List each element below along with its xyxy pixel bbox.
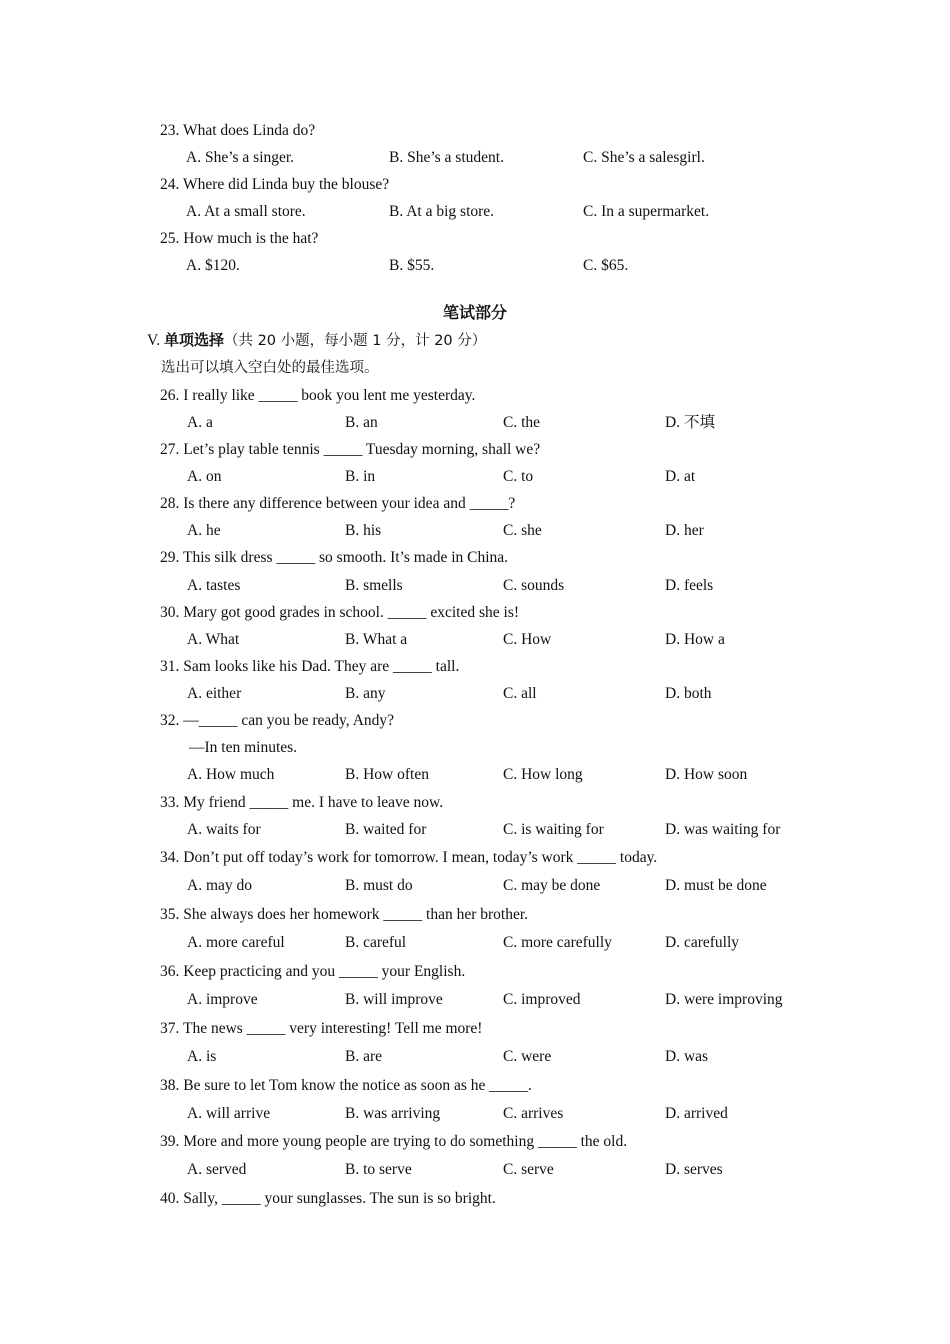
option-25b: B. $55. [389,257,435,274]
question-38: 38. Be sure to let Tom know the notice as soon as he _____. [160,1077,532,1094]
option-28a: A. he [187,522,221,539]
option-39b: B. to serve [345,1161,412,1178]
question-32: 32. —_____ can you be ready, Andy? [160,712,395,729]
question-28: 28. Is there any difference between your idea and _____? [160,495,516,512]
option-28d: D. her [665,522,704,539]
section-title: 笔试部分 [442,303,507,322]
option-36b: B. will improve [345,991,443,1008]
option-33d: D. was waiting for [665,821,781,838]
option-37c: C. were [503,1048,552,1065]
question-36: 36. Keep practicing and you _____ your English. [160,963,466,980]
option-26d: D. 不填 [665,414,715,431]
option-37b: B. are [345,1048,383,1065]
question-33: 33. My friend _____ me. I have to leave now. [160,794,444,811]
option-37a: A. is [187,1048,217,1065]
question-40: 40. Sally, _____ your sunglasses. The sun is so bright. [160,1190,496,1207]
option-33c: C. is waiting for [503,821,604,838]
option-23c: C. She’s a salesgirl. [583,149,705,166]
option-29c: C. sounds [503,577,565,594]
section-note: （共 20 小题，每小题 1 分，计 20 分） [223,333,487,349]
option-34a: A. may do [187,877,253,894]
option-27d: D. at [665,468,696,485]
option-30a: A. What [187,631,240,648]
question-39: 39. More and more young people are trying to do something _____ the old. [160,1133,628,1150]
option-32b: B. How often [345,766,429,783]
option-24a: A. At a small store. [186,203,306,220]
option-32d: D. How soon [665,766,748,783]
section-heading: V. 单项选择（共 20 小题，每小题 1 分，计 20 分） [147,331,487,349]
option-35b: B. careful [345,934,407,951]
option-26a: A. a [187,414,213,431]
option-31a: A. either [187,685,242,702]
option-31b: B. any [345,685,386,702]
option-37d: D. was [665,1048,709,1065]
option-39a: A. served [187,1161,247,1178]
option-35c: C. more carefully [503,934,612,951]
option-36c: C. improved [503,991,581,1008]
section-instruction: 选出可以填入空白处的最佳选项。 [161,360,379,376]
option-28b: B. his [345,522,382,539]
option-26b: B. an [345,414,378,431]
option-35d: D. carefully [665,934,740,951]
option-34b: B. must do [345,877,413,894]
option-38c: C. arrives [503,1105,564,1122]
option-33a: A. waits for [187,821,261,838]
question-26: 26. I really like _____ book you lent me yesterday. [160,387,476,404]
question-31: 31. Sam looks like his Dad. They are _____ tall. [160,658,460,675]
option-28c: C. she [503,522,542,539]
option-25c: C. $65. [583,257,629,274]
option-34d: D. must be done [665,877,767,894]
option-29a: A. tastes [187,577,241,594]
option-29d: D. feels [665,577,714,594]
option-24b: B. At a big store. [389,203,495,220]
option-23a: A. She’s a singer. [186,149,295,166]
option-38d: D. arrived [665,1105,728,1122]
option-29b: B. smells [345,577,403,594]
option-27a: A. on [187,468,222,485]
question-35: 35. She always does her homework _____ than her brother. [160,906,529,923]
question-30: 30. Mary got good grades in school. _____ excited she is! [160,604,520,621]
option-27c: C. to [503,468,534,485]
question-34: 34. Don’t put off today’s work for tomorrow. I mean, today’s work _____ today. [160,849,658,866]
option-31d: D. both [665,685,712,702]
option-31c: C. all [503,685,537,702]
option-36a: A. improve [187,991,258,1008]
option-30b: B. What a [345,631,408,648]
option-30d: D. How a [665,631,725,648]
question-23: 23. What does Linda do? [160,122,316,139]
section-roman: V [147,332,157,349]
option-39c: C. serve [503,1161,554,1178]
question-32-reply: —In ten minutes. [189,739,298,756]
question-25: 25. How much is the hat? [160,230,319,247]
option-38b: B. was arriving [345,1105,441,1122]
option-34c: C. may be done [503,877,601,894]
option-30c: C. How [503,631,552,648]
section-heading-label: 单项选择 [163,331,224,349]
option-24c: C. In a supermarket. [583,203,710,220]
option-35a: A. more careful [187,934,285,951]
option-32c: C. How long [503,766,583,783]
option-33b: B. waited for [345,821,427,838]
option-26c: C. the [503,414,541,431]
question-37: 37. The news _____ very interesting! Tell me more! [160,1020,483,1037]
option-38a: A. will arrive [187,1105,271,1122]
question-29: 29. This silk dress _____ so smooth. It’s made in China. [160,549,509,566]
question-27: 27. Let’s play table tennis _____ Tuesday morning, shall we? [160,441,541,458]
option-32a: A. How much [187,766,275,783]
option-23b: B. She’s a student. [389,149,504,166]
option-39d: D. serves [665,1161,723,1178]
question-24: 24. Where did Linda buy the blouse? [160,176,390,193]
option-27b: B. in [345,468,376,485]
option-25a: A. $120. [186,257,240,274]
option-36d: D. were improving [665,991,783,1008]
